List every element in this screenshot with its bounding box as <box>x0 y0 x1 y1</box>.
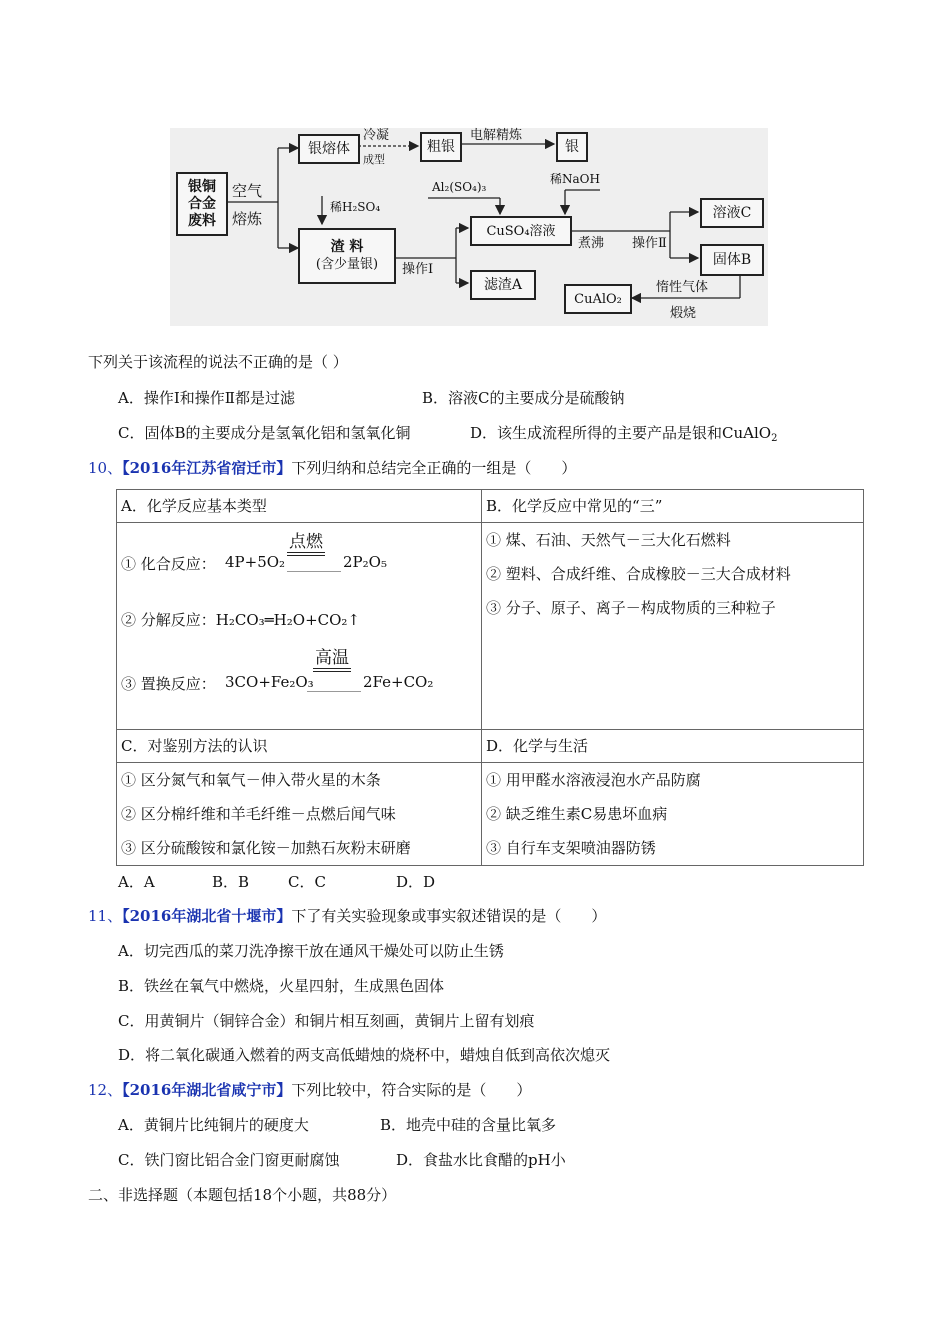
slag-note: (含少量银) <box>315 257 379 272</box>
d-head: D．化学与生活 <box>486 737 589 755</box>
q10-header <box>88 458 576 478</box>
q12-option-c: C．铁门窗比铝合金门窗更耐腐蚀 <box>118 1151 340 1169</box>
c1-line: ① 区分氮气和氧气－伸入带火星的木条 <box>121 771 381 789</box>
q10-source: 【2016年江苏省宿迁市】 <box>122 459 292 477</box>
q10-option-d: D．D <box>396 873 436 891</box>
q12-source: 【2016年湖北省咸宁市】 <box>122 1081 292 1099</box>
cell-a-body <box>117 523 482 730</box>
q10-stem: 下列归纳和总结完全正确的一组是（ ） <box>291 459 577 477</box>
silver-label: 银 <box>565 138 579 155</box>
solution-c-box <box>700 198 764 228</box>
d2-line: ② 缺乏维生素C易患坏血病 <box>486 805 668 823</box>
c2-line: ② 区分棉纤维和羊毛纤维－点燃后闻气味 <box>121 805 396 823</box>
q10-table <box>116 489 864 866</box>
al2so4-label: Al₂(SO₄)₃ <box>432 180 487 194</box>
section-two-heading: 二、非选择题（本题包括18个小题，共88分） <box>88 1186 397 1204</box>
electro-label: 电解精炼 <box>470 128 523 143</box>
q12-header <box>88 1080 531 1100</box>
dil-naoh-label: 稀NaOH <box>550 172 600 186</box>
slag-label: 渣 料 <box>330 239 364 255</box>
d1-line: ① 用甲醛水溶液浸泡水产品防腐 <box>486 771 701 789</box>
cualo2-box <box>564 284 632 314</box>
calcine-label: 煅烧 <box>670 306 697 321</box>
cell-d-body <box>482 763 864 866</box>
shape-label: 成型 <box>363 153 385 166</box>
boil-label: 煮沸 <box>578 236 605 251</box>
cuso4-label: CuSO₄溶液 <box>486 223 556 239</box>
crude-silver-box <box>420 132 462 162</box>
a1-condition: 点燃 <box>289 527 323 552</box>
inert-label: 惰性气体 <box>656 280 709 295</box>
solid-b-label: 固体B <box>712 251 752 268</box>
flow-diagram <box>170 128 768 326</box>
q9-option-d-sub: 2 <box>771 433 778 444</box>
c-head: C．对鉴别方法的认识 <box>121 737 268 755</box>
waste-box <box>176 172 228 236</box>
op1-label: 操作Ⅰ <box>402 262 434 277</box>
reaction-combination <box>121 527 477 585</box>
q12-stem: 下列比较中，符合实际的是（ ） <box>291 1081 532 1099</box>
q10-option-b: B．B <box>212 873 250 891</box>
slag-box <box>298 228 396 284</box>
silver-box <box>556 132 588 162</box>
cell-d-head <box>482 730 864 763</box>
q9-option-b: B．溶液C的主要成分是硫酸钠 <box>422 389 625 407</box>
dil-h2so4-label: 稀H₂SO₄ <box>330 200 381 214</box>
d3-line: ③ 自行车支架喷油器防锈 <box>486 839 656 857</box>
q9-option-d <box>470 423 777 443</box>
q11-option-a: A．切完西瓜的菜刀洗净擦干放在通风干燥处可以防止生锈 <box>118 942 504 960</box>
cell-c-head <box>117 730 482 763</box>
q10-option-c: C．C <box>288 873 326 891</box>
silver-melt-label: 银熔体 <box>308 140 350 157</box>
cell-c-body <box>117 763 482 866</box>
q10-option-a: A．A <box>118 873 155 891</box>
solution-c-label: 溶液C <box>712 204 752 221</box>
q12-option-d: D．食盐水比食醋的pH小 <box>396 1151 566 1169</box>
a1-label: ① 化合反应： <box>121 555 216 573</box>
b1-line: ① 煤、石油、天然气－三大化石燃料 <box>486 531 731 549</box>
solid-b-box <box>700 244 764 276</box>
q11-option-c: C．用黄铜片（铜锌合金）和铜片相互刻画，黄铜片上留有划痕 <box>118 1012 535 1030</box>
cell-b-body <box>482 523 864 730</box>
q11-number: 11、 <box>88 907 123 925</box>
q9-option-a: A．操作Ⅰ和操作Ⅱ都是过滤 <box>118 389 295 407</box>
q11-option-b: B．铁丝在氧气中燃烧，火星四射，生成黑色固体 <box>118 977 445 995</box>
b3-line: ③ 分子、原子、离子－构成物质的三种粒子 <box>486 599 776 617</box>
a3-underline <box>307 691 361 692</box>
a1-underline <box>287 571 341 572</box>
q11-source: 【2016年湖北省十堰市】 <box>122 907 292 925</box>
cell-b-head <box>482 490 864 523</box>
residue-a-label: 滤渣A <box>483 276 523 293</box>
residue-a-box <box>470 270 536 300</box>
q12-number: 12、 <box>88 1081 123 1099</box>
cuso4-box <box>470 216 572 246</box>
cell-a-head <box>117 490 482 523</box>
q12-option-b: B．地壳中硅的含量比氧多 <box>380 1116 557 1134</box>
a3-left: 3CO+Fe₂O₃ <box>225 673 314 691</box>
q12-option-a: A．黄铜片比纯铜片的硬度大 <box>118 1116 309 1134</box>
a2-line: ② 分解反应：H₂CO₃═H₂O+CO₂↑ <box>121 611 360 629</box>
a3-right: 2Fe+CO₂ <box>363 673 434 691</box>
a1-left: 4P+5O₂ <box>225 553 286 571</box>
q9-option-d-text: D．该生成流程所得的主要产品是银和CuAlO <box>470 424 772 442</box>
cool-label: 冷凝 <box>363 128 390 143</box>
q11-option-d: D．将二氧化碳通入燃着的两支高低蜡烛的烧杯中，蜡烛自低到高依次熄灭 <box>118 1046 611 1064</box>
smelt-label: 熔炼 <box>232 210 263 228</box>
q11-header <box>88 906 606 926</box>
a3-condition: 高温 <box>315 643 349 668</box>
a-head: A．化学反应基本类型 <box>121 497 267 515</box>
q10-number: 10、 <box>88 459 123 477</box>
q9-option-c: C．固体B的主要成分是氢氧化铝和氢氧化铜 <box>118 424 411 442</box>
b-head: B．化学反应中常见的“三” <box>486 497 663 515</box>
a1-right: 2P₂O₅ <box>343 553 387 571</box>
c3-line: ③ 区分硫酸铵和氯化铵－加熱石灰粉末研磨 <box>121 839 411 857</box>
crude-silver-label: 粗银 <box>427 138 455 155</box>
air-label: 空气 <box>232 182 263 200</box>
waste-label: 银铜合金废料 <box>188 178 216 229</box>
q9-stem: 下列关于该流程的说法不正确的是（ ） <box>88 353 348 371</box>
b2-line: ② 塑料、合成纤维、合成橡胶－三大合成材料 <box>486 565 791 583</box>
reaction-displacement <box>121 637 477 695</box>
silver-melt-box <box>298 134 360 164</box>
cualo2-label: CuAlO₂ <box>574 291 622 307</box>
a3-label: ③ 置换反应： <box>121 675 216 693</box>
q11-stem: 下了有关实验现象或事实叙述错误的是（ ） <box>291 907 607 925</box>
op2-label: 操作Ⅱ <box>632 236 667 251</box>
